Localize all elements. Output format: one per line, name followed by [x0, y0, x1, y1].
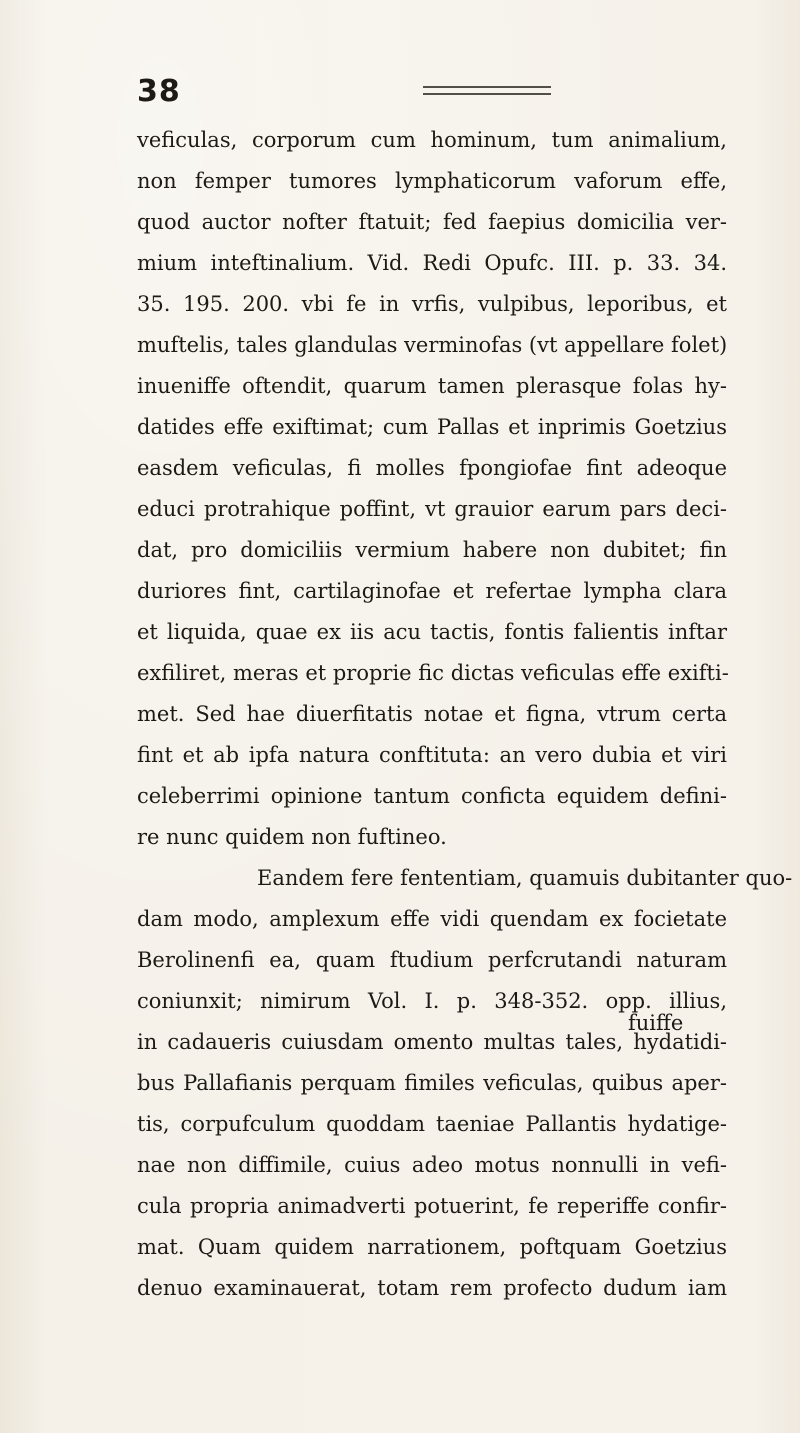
text-line: mium inteftinalium. Vid. Redi Opufc. III. p. 33. 34. [137, 251, 727, 275]
text-line-paragraph-end: re nunc quidem non fuftineo. [137, 825, 447, 849]
text-line: celeberrimi opinione tantum conficta equidem defini- [137, 784, 727, 808]
text-line: cula propria animadverti potuerint, fe reperiffe confir- [137, 1194, 727, 1218]
text-line: denuo examinauerat, totam rem profecto dudum iam [137, 1276, 727, 1300]
text-line: Berolinenfi ea, quam ftudium perfcrutandi naturam [137, 948, 727, 972]
text-line: bus Pallafianis perquam fimiles veficulas, quibus aper- [137, 1071, 727, 1095]
text-line: inueniffe oftendit, quarum tamen plerasque folas hy- [137, 374, 727, 398]
text-line: et liquida, quae ex iis acu tactis, fontis falientis inftar [137, 620, 727, 644]
text-line: dat, pro domiciliis vermium habere non dubitet; fin [137, 538, 727, 562]
catchword: fuiffe [628, 1011, 684, 1035]
page-number: 38 [137, 74, 181, 109]
text-line: dam modo, amplexum effe vidi quendam ex focietate [137, 907, 727, 931]
text-line: nae non diffimile, cuius adeo motus nonnulli in vefi- [137, 1153, 727, 1177]
text-line: easdem veficulas, fi molles fpongiofae fint adeoque [137, 456, 727, 480]
body-text [137, 120, 793, 1309]
text-line: in cadaueris cuiusdam omento multas tales, hydatidi- [137, 1030, 727, 1054]
page-header [137, 74, 557, 114]
text-line-paragraph-start: Eandem fere fententiam, quamuis dubitanter quo- [257, 866, 793, 890]
text-line: duriores fint, cartilaginofae et refertae lympha clara [137, 579, 727, 603]
text-line: fint et ab ipfa natura conftituta: an vero dubia et viri [137, 743, 727, 767]
text-line: mat. Quam quidem narrationem, poftquam Goetzius [137, 1235, 727, 1259]
text-line: tis, corpufculum quoddam taeniae Pallantis hydatige- [137, 1112, 727, 1136]
text-line: exfiliret, meras et proprie fic dictas veficulas effe exifti- [137, 661, 729, 685]
text-line: coniunxit; nimirum Vol. I. p. 348-352. opp. illius, [137, 989, 727, 1013]
text-line: met. Sed hae diuerfitatis notae et figna, vtrum certa [137, 702, 727, 726]
text-line: educi protrahique poffint, vt grauior earum pars deci- [137, 497, 727, 521]
text-line: datides effe exiftimat; cum Pallas et inprimis Goetzius [137, 415, 727, 439]
text-line: quod auctor nofter ftatuit; fed faepius domicilia ver- [137, 210, 727, 234]
text-line: 35. 195. 200. vbi fe in vrfis, vulpibus, leporibus, et [137, 292, 727, 316]
text-line: muftelis, tales glandulas verminofas (vt appellare folet) [137, 333, 728, 357]
header-rule [423, 86, 551, 95]
text-line: veficulas, corporum cum hominum, tum animalium, [137, 128, 727, 152]
text-line: non femper tumores lymphaticorum vaforum effe, [137, 169, 727, 193]
